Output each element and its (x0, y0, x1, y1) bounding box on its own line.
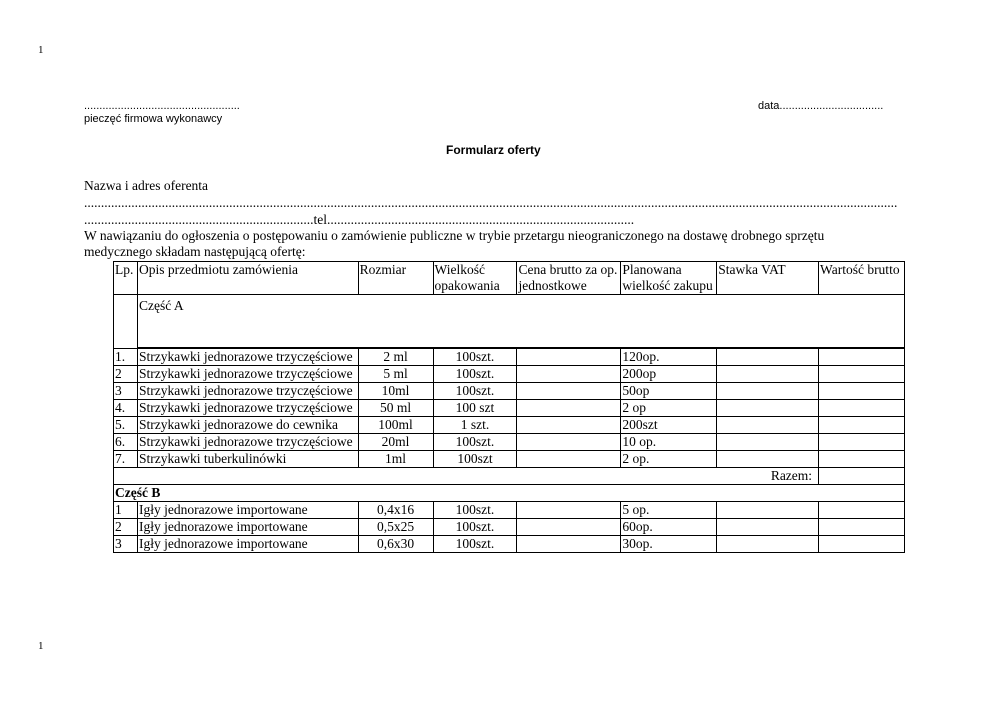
cell-value (819, 434, 905, 451)
cell-desc: Strzykawki jednorazowe trzyczęściowe (137, 366, 358, 383)
cell-size: 0,4x16 (358, 502, 433, 519)
cell-vat (717, 417, 819, 434)
cell-lp: 5. (114, 417, 138, 434)
total-row (114, 468, 905, 485)
cell-planned: 2 op (621, 400, 717, 417)
cell-value (819, 349, 905, 366)
cell-price (517, 400, 621, 417)
cell-lp: 3 (114, 383, 138, 400)
cell-desc: Strzykawki jednorazowe trzyczęściowe (137, 434, 358, 451)
stamp-label: pieczęć firmowa wykonawcy (84, 113, 223, 125)
table-row (114, 536, 905, 553)
cell-desc: Strzykawki jednorazowe trzyczęściowe (137, 383, 358, 400)
cell-lp: 4. (114, 400, 138, 417)
cell-pack: 100szt (433, 451, 517, 468)
cell-lp: 2 (114, 366, 138, 383)
cell-vat (717, 502, 819, 519)
cell-price (517, 519, 621, 536)
offer-table (113, 261, 905, 553)
intro-line-2: medycznego składam następującą ofertę: (84, 244, 306, 259)
header-vat: Stawka VAT (717, 262, 819, 295)
stamp-dots: ................................................... (84, 100, 240, 112)
cell-pack: 1 szt. (433, 417, 517, 434)
cell-price (517, 349, 621, 366)
cell-price (517, 502, 621, 519)
cell-planned: 2 op. (621, 451, 717, 468)
cell-desc: Strzykawki tuberkulinówki (137, 451, 358, 468)
cell-lp: 3 (114, 536, 138, 553)
cell-size: 10ml (358, 383, 433, 400)
page-number-top: 1 (38, 44, 44, 56)
table-row (114, 519, 905, 536)
cell-vat (717, 536, 819, 553)
cell-value (819, 502, 905, 519)
cell-planned: 200szt (621, 417, 717, 434)
cell-pack: 100szt. (433, 349, 517, 366)
header-price: Cena brutto za op. jednostkowe (517, 262, 621, 295)
cell-price (517, 434, 621, 451)
dots-line-2: ....................................................................tel........................................................................................... (84, 212, 635, 227)
cell-size: 0,5x25 (358, 519, 433, 536)
cell-pack: 100szt. (433, 502, 517, 519)
part-b-label: Część B (114, 485, 905, 502)
cell-desc: Igły jednorazowe importowane (137, 519, 358, 536)
header-pack: Wielkość opakowania (433, 262, 517, 295)
cell-price (517, 417, 621, 434)
table-row (114, 417, 905, 434)
cell-pack: 100szt. (433, 519, 517, 536)
page-number-bottom: 1 (38, 640, 44, 652)
table-row (114, 349, 905, 366)
cell-value (819, 519, 905, 536)
cell-value (819, 417, 905, 434)
cell-planned: 5 op. (621, 502, 717, 519)
cell-planned: 30op. (621, 536, 717, 553)
table-row (114, 383, 905, 400)
table-row (114, 434, 905, 451)
cell-size: 100ml (358, 417, 433, 434)
cell-planned: 50op (621, 383, 717, 400)
dots-line-1: ................................................................................................................................................................................................................................................. (84, 195, 898, 210)
cell-value (819, 536, 905, 553)
cell-price (517, 366, 621, 383)
cell-size: 50 ml (358, 400, 433, 417)
cell-desc: Strzykawki jednorazowe trzyczęściowe (137, 349, 358, 366)
form-title: Formularz oferty (446, 143, 541, 157)
cell-size: 2 ml (358, 349, 433, 366)
cell-lp: 7. (114, 451, 138, 468)
cell-pack: 100szt. (433, 434, 517, 451)
cell-pack: 100 szt (433, 400, 517, 417)
part-a-row (114, 295, 905, 348)
header-desc: Opis przedmiotu zamówienia (137, 262, 358, 295)
cell-vat (717, 519, 819, 536)
cell-vat (717, 349, 819, 366)
header-row (114, 262, 905, 295)
table-row (114, 400, 905, 417)
date-line: data.................................. (758, 100, 884, 112)
header-planned: Planowana wielkość zakupu (621, 262, 717, 295)
cell-lp: 2 (114, 519, 138, 536)
cell-vat (717, 451, 819, 468)
cell-planned: 200op (621, 366, 717, 383)
cell-size: 1ml (358, 451, 433, 468)
header-size: Rozmiar (358, 262, 433, 295)
table-row (114, 366, 905, 383)
cell-size: 5 ml (358, 366, 433, 383)
table-row (114, 451, 905, 468)
bidder-label: Nazwa i adres oferenta (84, 178, 209, 193)
cell-value (819, 400, 905, 417)
header-value: Wartość brutto (819, 262, 905, 295)
total-value (819, 468, 905, 485)
cell-planned: 60op. (621, 519, 717, 536)
cell-planned: 10 op. (621, 434, 717, 451)
total-label: Razem: (114, 468, 819, 485)
cell-lp: 1. (114, 349, 138, 366)
cell-desc: Igły jednorazowe importowane (137, 502, 358, 519)
cell-desc: Igły jednorazowe importowane (137, 536, 358, 553)
cell-price (517, 383, 621, 400)
cell-desc: Strzykawki jednorazowe do cewnika (137, 417, 358, 434)
cell-size: 0,6x30 (358, 536, 433, 553)
part-b-row (114, 485, 905, 502)
cell-vat (717, 400, 819, 417)
cell-vat (717, 366, 819, 383)
cell-desc: Strzykawki jednorazowe trzyczęściowe (137, 400, 358, 417)
cell-pack: 100szt. (433, 366, 517, 383)
header-lp: Lp. (114, 262, 138, 295)
cell-pack: 100szt. (433, 383, 517, 400)
cell-lp: 6. (114, 434, 138, 451)
intro-line-1: W nawiązaniu do ogłoszenia o postępowaniu o zamówienie publiczne w trybie przetargu nieograniczonego na dostawę drobnego sprzętu (84, 228, 825, 243)
cell-value (819, 366, 905, 383)
cell-lp: 1 (114, 502, 138, 519)
cell-vat (717, 434, 819, 451)
table-row (114, 502, 905, 519)
cell-value (819, 451, 905, 468)
cell-price (517, 451, 621, 468)
cell-pack: 100szt. (433, 536, 517, 553)
cell-size: 20ml (358, 434, 433, 451)
part-a-label: Część A (137, 295, 904, 348)
cell-price (517, 536, 621, 553)
cell-vat (717, 383, 819, 400)
cell-planned: 120op. (621, 349, 717, 366)
cell-value (819, 383, 905, 400)
